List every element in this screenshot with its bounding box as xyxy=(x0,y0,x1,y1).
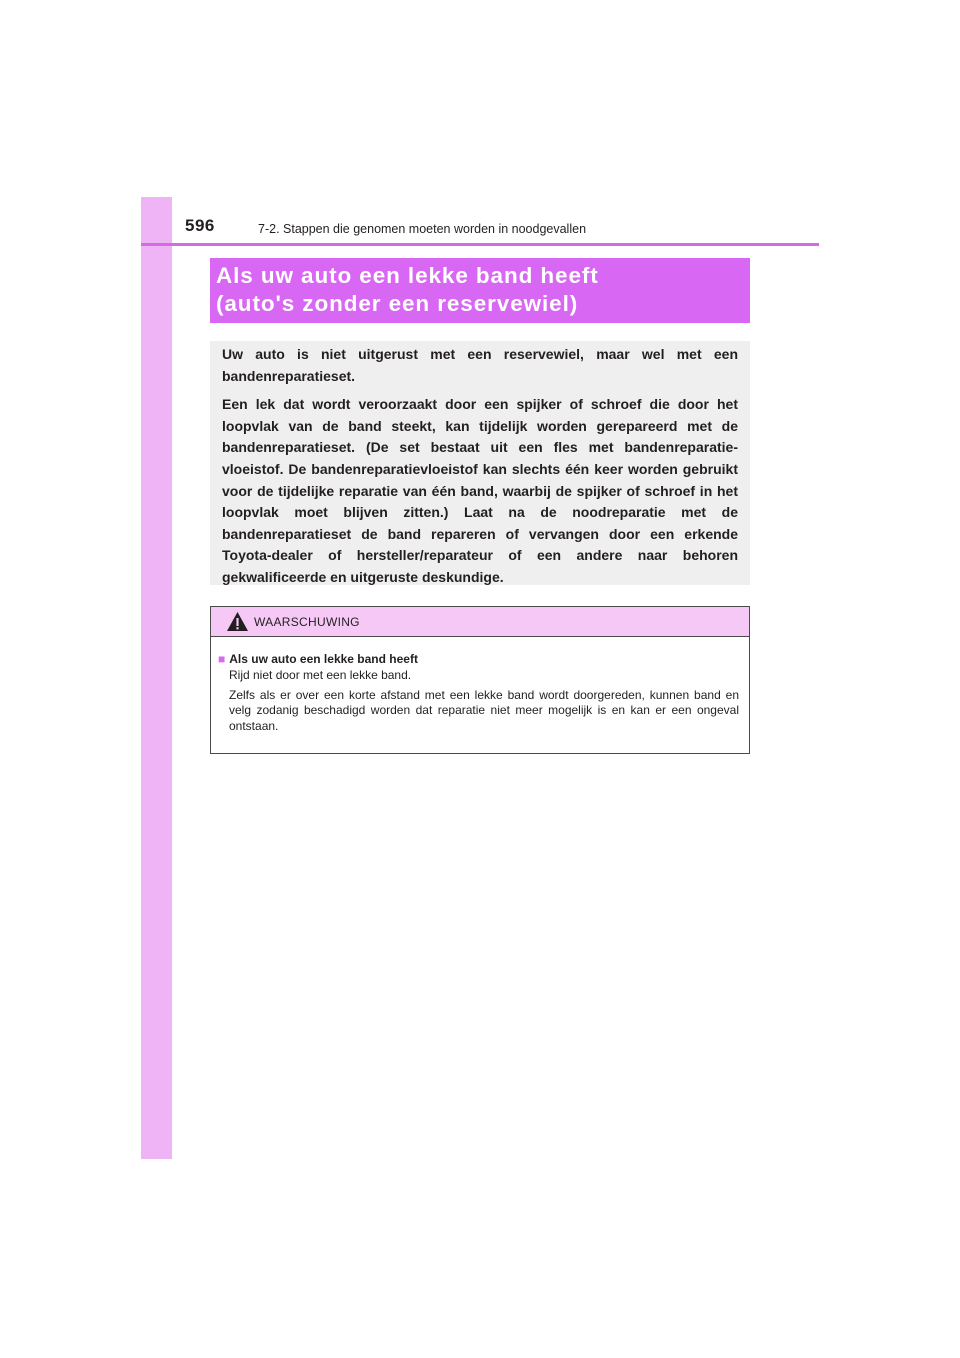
warning-body xyxy=(211,637,749,734)
warning-heading xyxy=(218,651,739,667)
chapter-side-tab xyxy=(141,197,172,1159)
section-title: 7-2. Stappen die genomen moeten worden in noodgevallen xyxy=(258,222,587,236)
intro-paragraph-2: Een lek dat wordt veroorzaakt door een spijker of schroef die door het loopvlak van de band steekt, kan tijdelijk worden gerepareerd met de bandenreparatieset. (De set bestaat uit een fles met bandenreparatie-vloeistof. De bandenreparatievloeistof kan slechts één keer worden gebruikt voor de tijdelijke reparatie van één band, waarbij de spijker of schroef in het loopvlak moet blijven zitten.) Laat na de noodreparatie met de bandenreparatieset de band repareren of vervangen door een erkende Toyota-dealer of hersteller/reparateur of een andere naar behoren gekwalificeerde en uitgeruste deskundige. xyxy=(222,396,738,585)
page-title-line-1: Als uw auto een lekke band heeft xyxy=(216,263,599,288)
warning-label: WAARSCHUWING xyxy=(254,615,360,629)
warning-box xyxy=(210,606,750,754)
page-title-box xyxy=(210,258,750,323)
intro-box xyxy=(210,341,750,585)
intro-paragraph-1: Uw auto is niet uitgerust met een reservewiel, maar wel met een bandenreparatieset. xyxy=(222,346,738,384)
warning-header xyxy=(211,607,749,637)
header-divider xyxy=(141,243,819,246)
page-number: 596 xyxy=(185,216,215,235)
square-bullet-icon: ■ xyxy=(218,652,226,666)
warning-line-1: Rijd niet door met een lekke band. xyxy=(229,668,412,682)
warning-heading-text: Als uw auto een lekke band heeft xyxy=(229,652,418,666)
page-title-line-2: (auto's zonder een reservewiel) xyxy=(216,291,579,316)
warning-line-2: Zelfs als er over een korte afstand met een lekke band wordt doorgereden, kunnen band en velg zodanig beschadigd worden dat reparatie niet meer mogelijk is en kan er een ongeval ontstaan. xyxy=(229,687,739,733)
warning-triangle-icon xyxy=(226,611,249,632)
